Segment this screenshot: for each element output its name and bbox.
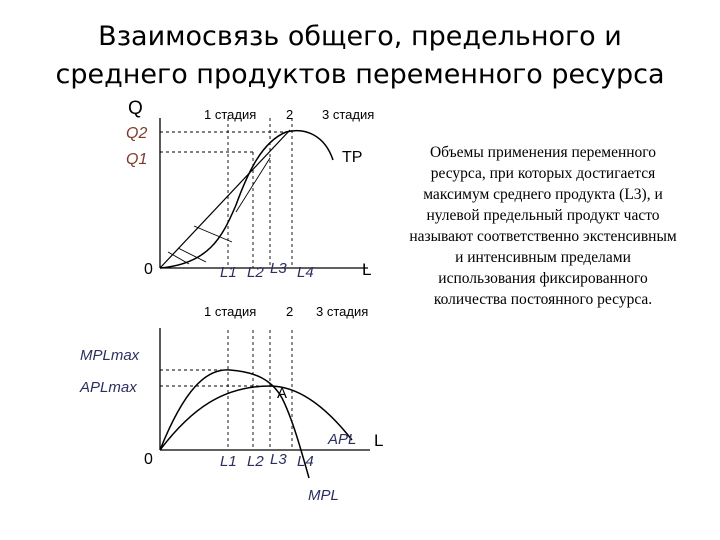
q1-label: Q1 [126,151,148,168]
top-stage-1-label: 1 стадия [204,107,257,122]
mpl-label: MPL [308,487,339,504]
title-line-1: Взаимосвязь общего, предельного и [98,21,622,52]
top-graph [160,118,368,268]
top-stage-3-label: 3 стадия [322,107,375,122]
ray-from-origin [160,130,290,268]
point-a-label: A [277,385,288,402]
top-tick-l4: L4 [297,264,314,281]
bottom-x-axis-label: L [374,431,384,450]
apl-label: APL [328,431,357,448]
apl-max-label: APLmax [80,379,137,396]
bottom-tick-l1: L1 [220,453,237,470]
top-x-axis-label: L [362,260,372,279]
bottom-tick-l4: L4 [297,453,314,470]
bottom-origin-label: 0 [144,451,153,468]
top-y-axis-label: Q [128,98,143,119]
bottom-stage-1-label: 1 стадия [204,304,257,319]
side-explanation: Объемы применения переменного ресурса, при которых достигается максимум среднего продукта (L3), и нулевой предельный продукт часто называют соответственно экстенсивным и интенсивным пределами использования фиксированного количества постоянного ресурса. [409,144,677,308]
tp-curve [160,131,333,268]
bottom-stage-2-label: 2 [286,304,294,319]
top-stage-2-label: 2 [286,107,294,122]
title-line-2: среднего продуктов переменного ресурса [55,59,665,90]
top-tick-l3: L3 [270,260,287,277]
tangent-ray-1 [168,252,189,264]
bottom-guides [160,330,292,450]
top-tick-l2: L2 [247,264,264,281]
bottom-stage-3-label: 3 стадия [316,304,369,319]
top-origin-label: 0 [144,261,153,278]
tp-label: TP [342,149,363,166]
bottom-graph [160,328,370,478]
top-tick-l1: L1 [220,264,237,281]
mpl-max-label: MPLmax [80,347,140,364]
bottom-tick-l3: L3 [270,451,287,468]
tangent-ray-3 [194,226,232,242]
q2-label: Q2 [126,125,148,142]
bottom-tick-l2: L2 [247,453,264,470]
